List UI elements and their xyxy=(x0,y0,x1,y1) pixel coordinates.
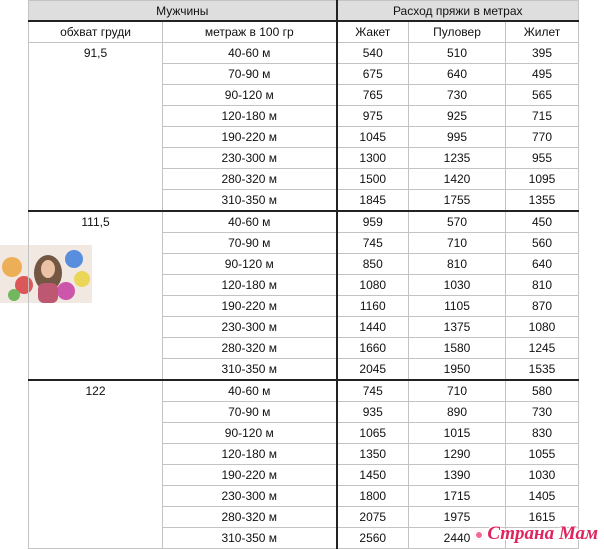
jacket-cell: 1500 xyxy=(337,169,409,190)
meterage-cell: 70-90 м xyxy=(163,402,337,423)
yarn-usage-header: Расход пряжи в метрах xyxy=(337,1,579,22)
column-header-row xyxy=(29,21,579,43)
vest-cell: 770 xyxy=(506,127,579,148)
vest-cell: 565 xyxy=(506,85,579,106)
jacket-cell: 1160 xyxy=(337,296,409,317)
site-watermark xyxy=(474,523,598,545)
chest-cell: 122 xyxy=(29,380,163,549)
jacket-cell: 1045 xyxy=(337,127,409,148)
vest-cell: 715 xyxy=(506,106,579,127)
pullover-cell: 1950 xyxy=(409,359,506,381)
pullover-cell: 1755 xyxy=(409,190,506,212)
jacket-cell: 850 xyxy=(337,254,409,275)
vest-cell: 1355 xyxy=(506,190,579,212)
title-row xyxy=(29,1,579,22)
yarn-consumption-table xyxy=(28,0,579,549)
pullover-cell: 1580 xyxy=(409,338,506,359)
vest-cell: 955 xyxy=(506,148,579,169)
vest-cell: 1030 xyxy=(506,465,579,486)
jacket-cell: 2045 xyxy=(337,359,409,381)
meterage-cell: 70-90 м xyxy=(163,64,337,85)
vest-cell: 1095 xyxy=(506,169,579,190)
pullover-cell: 510 xyxy=(409,43,506,64)
pullover-cell: 1715 xyxy=(409,486,506,507)
jacket-cell: 1800 xyxy=(337,486,409,507)
table-row xyxy=(29,211,579,233)
jacket-cell: 1065 xyxy=(337,423,409,444)
meterage-cell: 280-320 м xyxy=(163,338,337,359)
meterage-cell: 40-60 м xyxy=(163,380,337,402)
pullover-cell: 925 xyxy=(409,106,506,127)
meterage-cell: 120-180 м xyxy=(163,106,337,127)
jacket-cell: 935 xyxy=(337,402,409,423)
jacket-cell: 959 xyxy=(337,211,409,233)
pullover-cell: 890 xyxy=(409,402,506,423)
pullover-cell: 1235 xyxy=(409,148,506,169)
pullover-cell: 1030 xyxy=(409,275,506,296)
meterage-cell: 190-220 м xyxy=(163,465,337,486)
vest-cell: 495 xyxy=(506,64,579,85)
pullover-cell: 640 xyxy=(409,64,506,85)
jacket-cell: 1660 xyxy=(337,338,409,359)
vest-cell: 1535 xyxy=(506,359,579,381)
vest-cell: 830 xyxy=(506,423,579,444)
pullover-cell: 1975 xyxy=(409,507,506,528)
pullover-cell: 1015 xyxy=(409,423,506,444)
meterage-cell: 230-300 м xyxy=(163,148,337,169)
meterage-cell: 230-300 м xyxy=(163,486,337,507)
meterage-cell: 310-350 м xyxy=(163,528,337,549)
meterage-column-header: метраж в 100 гр xyxy=(163,21,337,43)
jacket-cell: 1080 xyxy=(337,275,409,296)
chest-column-header: обхват груди xyxy=(29,21,163,43)
vest-cell: 730 xyxy=(506,402,579,423)
table-row xyxy=(29,380,579,402)
jacket-cell: 1300 xyxy=(337,148,409,169)
meterage-cell: 40-60 м xyxy=(163,211,337,233)
pullover-cell: 2440 xyxy=(409,528,506,549)
vest-cell: 810 xyxy=(506,275,579,296)
meterage-cell: 310-350 м xyxy=(163,190,337,212)
pullover-cell: 1420 xyxy=(409,169,506,190)
jacket-cell: 745 xyxy=(337,380,409,402)
vest-cell: 450 xyxy=(506,211,579,233)
jacket-cell: 540 xyxy=(337,43,409,64)
vest-cell: 580 xyxy=(506,380,579,402)
watermark-text: Страна Мам xyxy=(487,523,598,544)
meterage-cell: 90-120 м xyxy=(163,254,337,275)
vest-cell: 1405 xyxy=(506,486,579,507)
flower-icon xyxy=(474,530,484,540)
jacket-cell: 675 xyxy=(337,64,409,85)
vest-cell: 1080 xyxy=(506,317,579,338)
pullover-cell: 1105 xyxy=(409,296,506,317)
pullover-cell: 995 xyxy=(409,127,506,148)
meterage-cell: 90-120 м xyxy=(163,85,337,106)
pullover-cell: 810 xyxy=(409,254,506,275)
table-row xyxy=(29,43,579,64)
jacket-cell: 765 xyxy=(337,85,409,106)
pullover-cell: 730 xyxy=(409,85,506,106)
meterage-cell: 90-120 м xyxy=(163,423,337,444)
pullover-cell: 1375 xyxy=(409,317,506,338)
chest-cell: 91,5 xyxy=(29,43,163,212)
men-header: Мужчины xyxy=(29,1,337,22)
vest-cell: 560 xyxy=(506,233,579,254)
jacket-cell: 1440 xyxy=(337,317,409,338)
vest-cell: 870 xyxy=(506,296,579,317)
meterage-cell: 190-220 м xyxy=(163,296,337,317)
meterage-cell: 310-350 м xyxy=(163,359,337,381)
vest-column-header: Жилет xyxy=(506,21,579,43)
pullover-cell: 1390 xyxy=(409,465,506,486)
jacket-cell: 1350 xyxy=(337,444,409,465)
pullover-cell: 1290 xyxy=(409,444,506,465)
meterage-cell: 120-180 м xyxy=(163,444,337,465)
jacket-cell: 2075 xyxy=(337,507,409,528)
pullover-cell: 710 xyxy=(409,380,506,402)
meterage-cell: 190-220 м xyxy=(163,127,337,148)
vest-cell: 1245 xyxy=(506,338,579,359)
pullover-cell: 570 xyxy=(409,211,506,233)
jacket-column-header: Жакет xyxy=(337,21,409,43)
vest-cell: 1055 xyxy=(506,444,579,465)
jacket-cell: 975 xyxy=(337,106,409,127)
meterage-cell: 70-90 м xyxy=(163,233,337,254)
meterage-cell: 120-180 м xyxy=(163,275,337,296)
vest-cell: 1615 xyxy=(506,507,579,528)
meterage-cell: 280-320 м xyxy=(163,507,337,528)
jacket-cell: 2560 xyxy=(337,528,409,549)
vest-cell: 640 xyxy=(506,254,579,275)
jacket-cell: 1845 xyxy=(337,190,409,212)
meterage-cell: 40-60 м xyxy=(163,43,337,64)
jacket-cell: 745 xyxy=(337,233,409,254)
jacket-cell: 1450 xyxy=(337,465,409,486)
pullover-column-header: Пуловер xyxy=(409,21,506,43)
chest-cell: 111,5 xyxy=(29,211,163,380)
meterage-cell: 230-300 м xyxy=(163,317,337,338)
pullover-cell: 710 xyxy=(409,233,506,254)
meterage-cell: 280-320 м xyxy=(163,169,337,190)
vest-cell: 395 xyxy=(506,43,579,64)
